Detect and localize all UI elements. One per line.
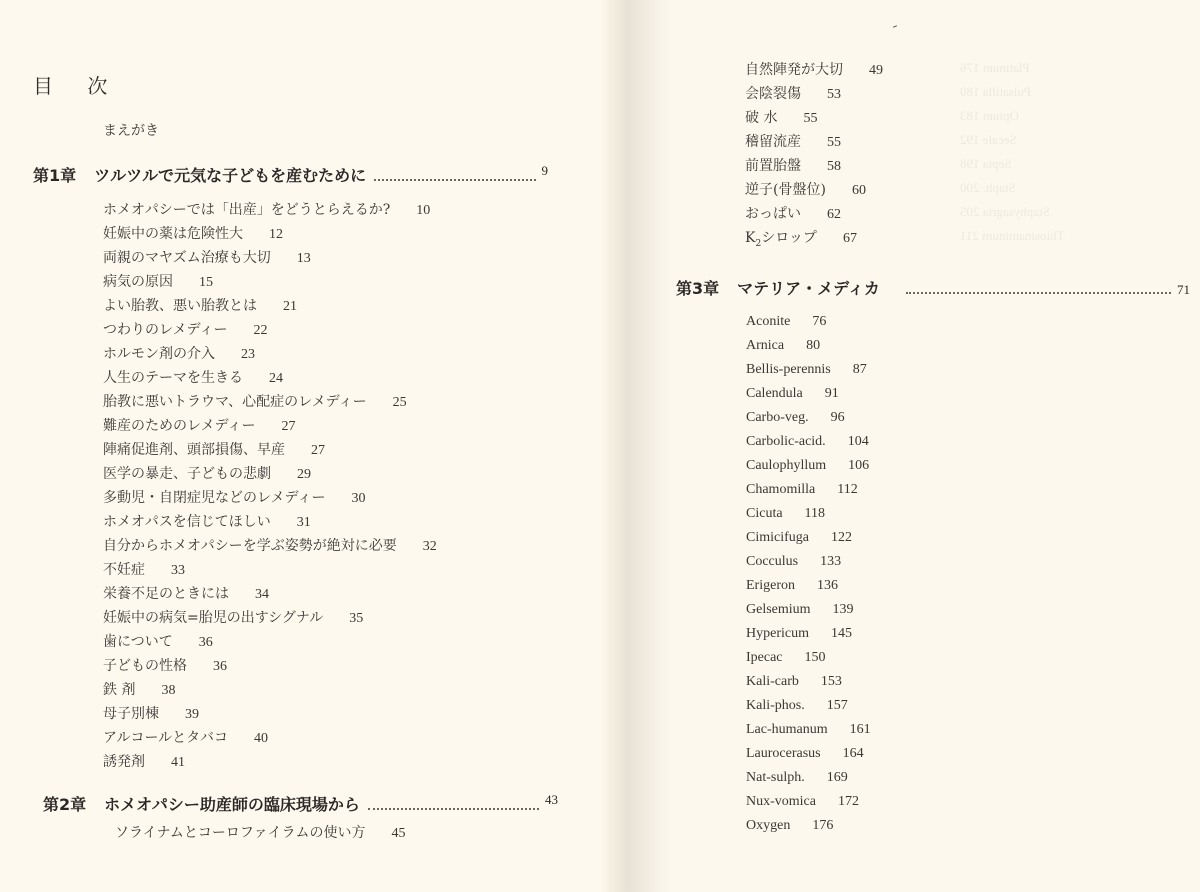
entry-page: 22 [253, 323, 268, 338]
toc-entry[interactable] [103, 655, 227, 675]
toc-entry[interactable] [103, 703, 199, 723]
entry-label: Kali-carb [746, 674, 799, 689]
entry-page: 91 [824, 386, 839, 401]
chapter-title: ツルツルで元気な子どもを産むために [94, 166, 367, 185]
toc-entry[interactable] [745, 179, 866, 199]
toc-entry[interactable] [746, 770, 848, 786]
toc-entry[interactable] [746, 626, 852, 642]
toc-entry[interactable] [103, 487, 365, 507]
toc-entry[interactable] [746, 506, 825, 522]
entry-label: Laurocerasus [746, 746, 821, 761]
toc-entry[interactable] [103, 319, 267, 339]
toc-entry[interactable] [746, 698, 848, 714]
entry-page: 55 [827, 135, 841, 150]
chapter-title: ホメオパシー助産師の臨床現場から [104, 795, 360, 814]
entry-label: ホメオパシーでは「出産」をどうとらえるか? [103, 202, 391, 218]
entry-page: 31 [296, 515, 311, 530]
entry-label: ホルモン剤の介入 [103, 346, 215, 362]
toc-entry[interactable] [746, 362, 867, 378]
book-gutter [602, 0, 672, 892]
toc-entry[interactable] [103, 463, 311, 483]
toc-entry[interactable] [103, 511, 311, 531]
entry-page: 136 [816, 578, 838, 593]
toc-entry[interactable] [103, 295, 297, 315]
entry-label: Ipecac [746, 650, 783, 665]
entry-page: 87 [852, 362, 867, 377]
entry-page: 24 [269, 371, 283, 386]
toc-entry[interactable] [103, 727, 268, 747]
entry-label: 難産のためのレメディー [103, 418, 256, 434]
chapter-2-heading[interactable] [43, 792, 558, 815]
entry-page: 36 [198, 635, 213, 650]
entry-page: 55 [803, 111, 818, 126]
entry-label: 不妊症 [103, 562, 145, 578]
entry-page: 34 [255, 587, 269, 602]
toc-entry[interactable] [746, 722, 871, 738]
entry-label: Nat-sulph. [746, 770, 805, 785]
entry-page: 49 [869, 63, 883, 78]
chapter-page-number: 43 [545, 792, 558, 807]
entry-page: 67 [842, 231, 857, 246]
entry-label: Kali-phos. [746, 698, 805, 713]
entry-label: Cicuta [746, 506, 783, 521]
chapter-page-number: 9 [541, 163, 548, 178]
entry-label: おっぱい [745, 206, 801, 222]
toc-entry[interactable] [103, 343, 255, 363]
toc-entry-preface[interactable]: まえがき [103, 123, 159, 139]
toc-entry[interactable] [103, 367, 283, 387]
toc-entry[interactable] [103, 751, 185, 771]
toc-entry[interactable] [746, 674, 842, 690]
entry-page: 13 [296, 251, 311, 266]
toc-entry[interactable] [746, 794, 859, 810]
entry-label: 会陰裂傷 [745, 86, 801, 102]
chapter-3-heading[interactable] [676, 276, 1190, 299]
entry-page: 157 [826, 698, 848, 713]
entry-page: 27 [311, 443, 325, 458]
toc-entry[interactable] [103, 271, 213, 291]
chapter-number: 第1章 [33, 166, 77, 185]
entry-page: 32 [422, 539, 437, 554]
toc-entry[interactable] [103, 679, 175, 699]
toc-entry[interactable] [745, 227, 857, 249]
entry-page: 122 [831, 530, 852, 545]
entry-page: 153 [820, 674, 842, 689]
entry-label: Aconite [746, 314, 791, 329]
entry-label: 逆子(骨盤位) [745, 182, 826, 198]
entry-label: Erigeron [746, 578, 795, 593]
toc-entry[interactable] [745, 155, 841, 175]
entry-page: 58 [827, 159, 841, 174]
chapter-number: 第2章 [43, 795, 87, 814]
entry-label: 人生のテーマを生きる [103, 370, 243, 386]
entry-page: 112 [837, 482, 858, 497]
entry-page: 15 [199, 275, 213, 290]
toc-entry[interactable] [746, 746, 864, 762]
entry-page: 12 [269, 227, 283, 242]
entry-label: 誘発剤 [103, 754, 145, 770]
toc-entry[interactable] [745, 107, 817, 127]
entry-label: ホメオパスを信じてほしい [103, 514, 271, 530]
page-title: 目 次 [33, 74, 122, 98]
entry-page: 21 [283, 299, 297, 314]
toc-entry[interactable] [103, 391, 407, 411]
entry-label: 両親のマヤズム治療も大切 [103, 250, 271, 266]
entry-label: Carbolic-acid. [746, 434, 826, 449]
entry-page: 29 [297, 467, 311, 482]
entry-page: 45 [391, 826, 406, 841]
entry-label: 自然陣発が大切 [745, 62, 843, 78]
entry-label: 胎教に悪いトラウマ、心配症のレメディー [103, 394, 367, 410]
toc-entry[interactable] [746, 482, 858, 498]
toc-entry[interactable] [746, 650, 826, 666]
entry-page: 96 [830, 410, 845, 425]
entry-label: つわりのレメディー [103, 322, 228, 338]
chapter-1-heading[interactable] [33, 163, 548, 186]
toc-entry[interactable] [745, 59, 883, 79]
entry-label: Carbo-veg. [746, 410, 809, 425]
entry-label: Nux-vomica [746, 794, 816, 809]
entry-page: 169 [826, 770, 848, 785]
entry-label: 子どもの性格 [103, 658, 187, 674]
toc-entry[interactable] [745, 203, 841, 223]
entry-label: Arnica [746, 338, 785, 353]
entry-label: 母子別棟 [103, 706, 159, 722]
entry-label: よい胎教、悪い胎教とは [103, 298, 257, 314]
toc-entry[interactable] [103, 247, 311, 267]
entry-page: 62 [827, 207, 841, 222]
dot-leader [906, 292, 1171, 294]
toc-entry[interactable] [746, 818, 833, 834]
toc-entry[interactable] [746, 386, 839, 402]
toc-entry[interactable] [103, 439, 325, 459]
entry-page: 33 [171, 563, 185, 578]
entry-page: 27 [281, 419, 296, 434]
entry-page: 139 [832, 602, 854, 617]
toc-entry[interactable] [103, 223, 283, 243]
toc-entry[interactable] [103, 559, 185, 579]
entry-page: 36 [213, 659, 227, 674]
entry-label: 陣痛促進剤、頭部損傷、早産 [103, 442, 285, 458]
entry-label: Chamomilla [746, 482, 816, 497]
entry-label: Bellis-perennis [746, 362, 831, 377]
chapter-title: マテリア・メディカ [737, 279, 880, 298]
toc-entry[interactable] [745, 131, 841, 151]
toc-entry[interactable] [746, 410, 845, 426]
entry-page: 76 [812, 314, 827, 329]
entry-label: Caulophyllum [746, 458, 827, 473]
entry-page: 150 [804, 650, 826, 665]
entry-page: 23 [241, 347, 255, 362]
toc-entry[interactable] [103, 607, 363, 627]
entry-page: 104 [847, 434, 869, 449]
entry-page: 30 [351, 491, 366, 506]
chapter-number: 第3章 [676, 279, 720, 298]
chapter-page-number: 71 [1177, 282, 1190, 297]
toc-entry[interactable] [746, 602, 854, 618]
toc-entry[interactable] [746, 338, 820, 354]
toc-entry[interactable] [103, 583, 269, 603]
entry-page: 60 [851, 183, 866, 198]
entry-page: 106 [848, 458, 870, 473]
entry-label: Lac-humanum [746, 722, 828, 737]
entry-page: 10 [416, 203, 431, 218]
toc-entry[interactable] [746, 554, 841, 570]
right-page [610, 0, 1200, 892]
entry-label: Cimicifuga [746, 530, 809, 545]
entry-page: 133 [820, 554, 842, 569]
entry-label: アルコールとタバコ [103, 730, 229, 746]
dot-leader [368, 808, 539, 810]
entry-label: 稽留流産 [745, 134, 801, 150]
entry-page: 118 [804, 506, 826, 521]
toc-entry[interactable] [745, 83, 841, 103]
entry-page: 164 [842, 746, 864, 761]
entry-page: 145 [830, 626, 852, 641]
entry-page: 41 [171, 755, 185, 770]
entry-label: 多動児・自閉症児などのレメディー [103, 490, 326, 506]
toc-entry[interactable] [746, 578, 838, 594]
entry-page: 38 [161, 683, 176, 698]
entry-label: 前置胎盤 [745, 158, 801, 174]
entry-page: 40 [254, 731, 269, 746]
entry-label: 自分からホメオパシーを学ぶ姿勢が絶対に必要 [103, 538, 397, 554]
entry-page: 39 [185, 707, 199, 722]
toc-entry[interactable] [746, 530, 852, 546]
entry-label: Calendula [746, 386, 803, 401]
entry-page: 35 [349, 611, 364, 626]
entry-label: Cocculus [746, 554, 799, 569]
entry-label: 栄養不足のときには [103, 586, 229, 602]
entry-page: 80 [806, 338, 821, 353]
toc-entry[interactable] [746, 458, 869, 474]
entry-page: 172 [837, 794, 859, 809]
entry-label: 歯について [103, 634, 173, 650]
toc-entry[interactable] [746, 314, 826, 330]
entry-label: Gelsemium [746, 602, 811, 617]
toc-entry[interactable] [746, 434, 869, 450]
entry-label: 医学の暴走、子どもの悲劇 [103, 466, 271, 482]
entry-label: 鉄 剤 [103, 682, 136, 698]
toc-entry[interactable] [103, 631, 213, 651]
entry-page: 161 [849, 722, 871, 737]
entry-label: Oxygen [746, 818, 791, 833]
entry-label: 病気の原因 [103, 274, 173, 290]
toc-entry[interactable] [115, 822, 405, 842]
entry-label: $K_2$シロップ [745, 230, 817, 249]
dot-leader [374, 179, 535, 181]
toc-entry[interactable] [103, 415, 295, 435]
entry-label: Hypericum [746, 626, 809, 641]
entry-page: 176 [812, 818, 834, 833]
entry-label: 妊娠中の病気=胎児の出すシグナル [103, 610, 324, 626]
entry-label: 妊娠中の薬は危険性大 [103, 226, 243, 242]
entry-label: ソライナムとコーロファイラムの使い方 [115, 825, 366, 841]
toc-entry[interactable] [103, 535, 437, 555]
entry-label: 破 水 [745, 110, 778, 126]
toc-entry[interactable] [103, 199, 430, 219]
entry-page: 53 [827, 87, 841, 102]
entry-page: 25 [392, 395, 407, 410]
